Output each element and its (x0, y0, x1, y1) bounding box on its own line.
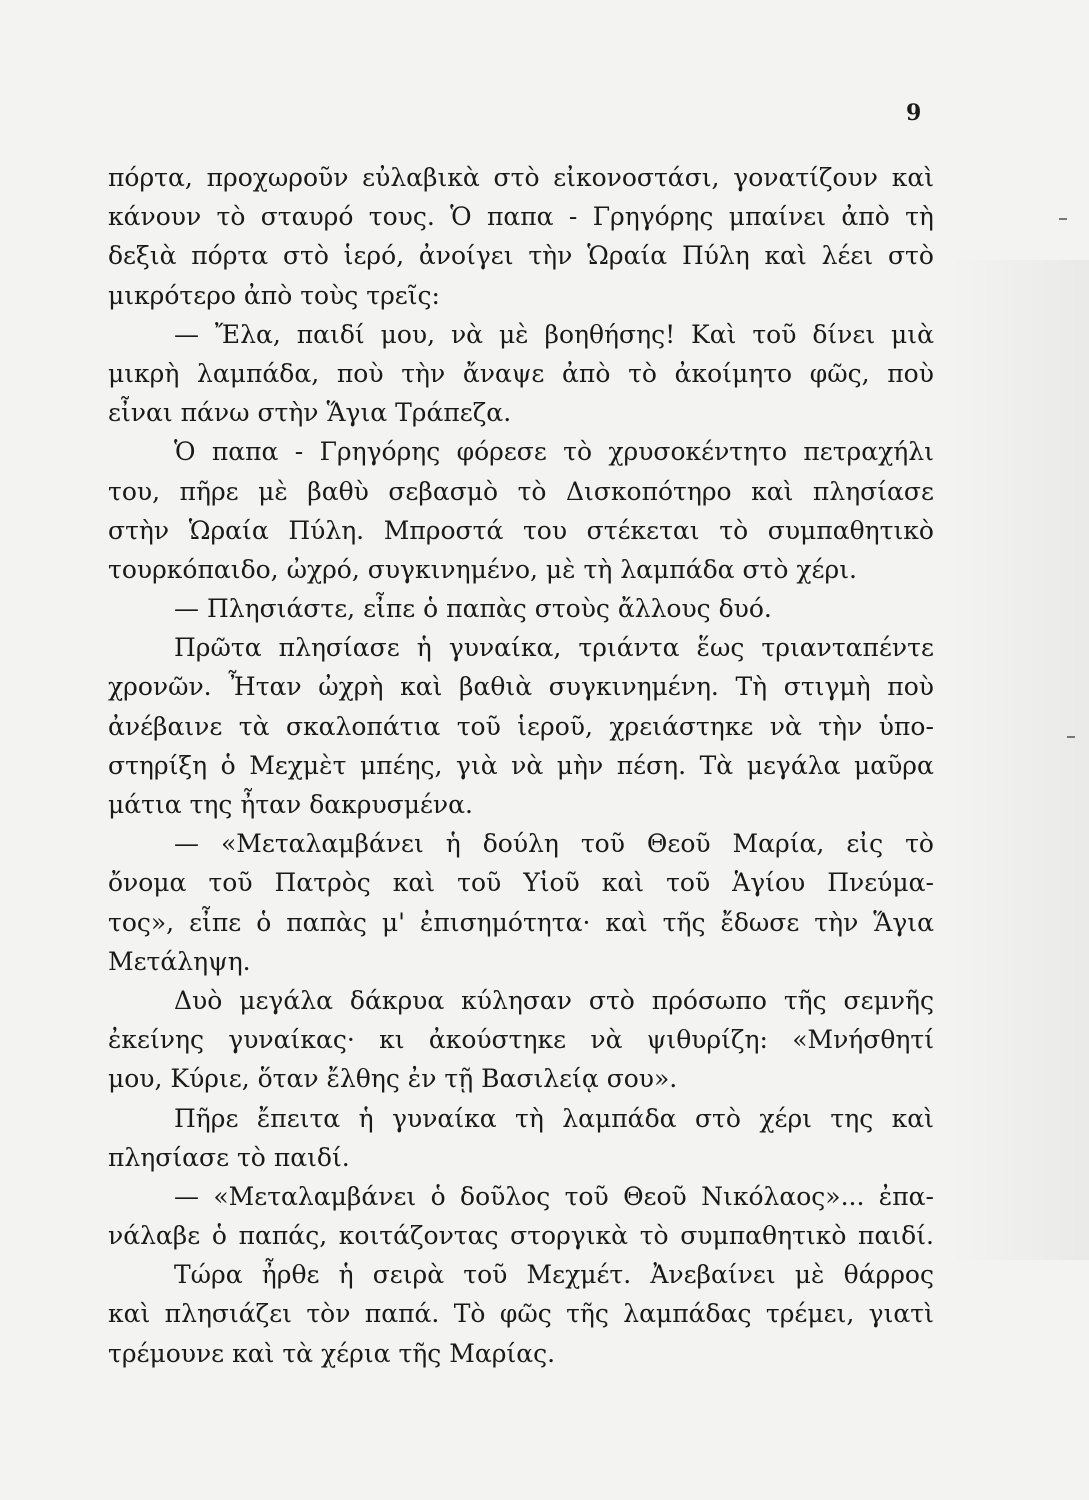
word: μου, (108, 1064, 171, 1094)
text-line (108, 550, 934, 589)
word: παπὰς (286, 907, 367, 937)
word: Γρηγόρης (592, 202, 714, 232)
word: τῆς (783, 985, 827, 1015)
word: ἀνοίγει (418, 241, 514, 271)
word: πῆρε (179, 476, 239, 506)
word: ἄλλους (617, 594, 719, 624)
word: Πνεύμα- (827, 868, 934, 898)
word: κι (379, 1025, 405, 1055)
word: μιὰ (891, 319, 934, 349)
word: τὴν (818, 711, 863, 741)
text-line (108, 393, 934, 432)
word: παπάς, (238, 1221, 328, 1251)
word: «Μνήσθητί (792, 1025, 934, 1055)
word: σεμνῆς (843, 985, 934, 1015)
word: εἶναι (108, 398, 181, 428)
word: δακρυσμένα. (309, 790, 473, 819)
word: — (174, 829, 199, 859)
word: δυό. (718, 594, 772, 624)
word: πλησίασε (278, 633, 400, 663)
word: παπα (211, 437, 279, 467)
word: σταυρό (260, 202, 354, 232)
word: παπα (486, 202, 554, 232)
word: τὸν (306, 1299, 351, 1329)
word: ἦρθε (261, 1260, 320, 1290)
word: σκαλοπάτια (285, 711, 441, 741)
word: τοῦ (580, 829, 625, 859)
word: τὸ (719, 515, 749, 545)
word: Μετάληψη. (108, 946, 251, 976)
text-line (108, 903, 934, 942)
word: της (189, 790, 241, 819)
text-line (108, 1099, 934, 1138)
word: τοῦ (208, 868, 253, 898)
word: Ἦταν (228, 672, 302, 702)
word: πετραχήλι (803, 437, 934, 467)
word: Βασιλείᾳ (481, 1064, 607, 1094)
text-line (108, 432, 934, 471)
word: Δυὸ (174, 985, 223, 1015)
text-line (108, 1059, 934, 1098)
word: τρεῖς: (366, 280, 440, 310)
edge-mark (1067, 736, 1075, 738)
word: λαμπάδα (562, 1103, 677, 1133)
word: εἶπε (363, 594, 424, 624)
word: τὴ (583, 554, 621, 584)
word: μικρότερο (108, 280, 244, 310)
word: βαθὺ (307, 476, 369, 506)
word: δάκρυα (349, 985, 445, 1015)
word: μου, (380, 319, 436, 349)
word: ὁ (430, 1181, 446, 1211)
word: εἶπε (189, 907, 242, 937)
word: ἄναψε (462, 358, 545, 388)
word: Τὴ (735, 672, 768, 702)
word: Θεοῦ (646, 829, 711, 859)
word: νάλαβε (108, 1221, 201, 1251)
word: τοῦ (463, 1260, 508, 1290)
word: ὁ (220, 750, 236, 780)
word: εἰκονοστάσι, (553, 163, 720, 192)
text-line (108, 746, 934, 785)
word: τους. (368, 202, 435, 232)
word: φόρεσε (456, 437, 547, 467)
word: σειρὰ (372, 1260, 445, 1290)
word: καὶ (891, 1103, 934, 1133)
word: ἀπὸ (841, 202, 890, 232)
word: νὰ (590, 1025, 623, 1055)
word: μάτια (108, 790, 190, 819)
text-line (108, 785, 934, 824)
word: πάνω (180, 398, 258, 428)
word: στέκεται (586, 515, 700, 545)
text-line (108, 1138, 934, 1177)
word: τοῦ (666, 868, 711, 898)
word: Ἁγίου (732, 868, 806, 898)
word: τριανταπέντε (761, 633, 934, 663)
word: ἡ (338, 1260, 354, 1290)
word: ἡ (416, 633, 432, 663)
word: τὸ (216, 202, 246, 232)
word: πέση. (616, 750, 687, 780)
word: παιδί (296, 319, 365, 349)
word: μπαίνει (728, 202, 827, 232)
word: Τράπεζα. (395, 398, 512, 428)
word: ἱερό, (343, 241, 405, 271)
word: ὁ (211, 1221, 227, 1251)
text-line (108, 511, 934, 550)
word: Ὁ (450, 202, 472, 232)
body-text (108, 158, 934, 1373)
word: τὸ (905, 829, 934, 859)
word: ὁ (423, 594, 447, 624)
word: πρόσωπο (651, 985, 767, 1015)
word: Πύλη (681, 241, 750, 271)
word: Πατρὸς (274, 868, 371, 898)
word: Θεοῦ (623, 1181, 687, 1211)
word: παιδί. (858, 1221, 934, 1251)
word: ὠχρό, (286, 554, 368, 584)
text-line (108, 315, 934, 354)
text-line (108, 1334, 934, 1373)
word: τὸ (236, 1142, 274, 1172)
word: τοῦ (564, 1181, 609, 1211)
word: τὴν (528, 241, 573, 271)
word: Μαρίας. (449, 1338, 556, 1368)
word: Ἔλα, (214, 319, 281, 349)
word: ἐκείνης (108, 1025, 204, 1055)
text-line (108, 1020, 934, 1059)
word: τὴν (401, 358, 446, 388)
word: γιὰ (456, 750, 498, 780)
word: Ὡραία (587, 241, 668, 271)
word: νὰ (511, 750, 544, 780)
word: νὰ (450, 319, 484, 349)
word: τῆς (566, 1299, 609, 1329)
word: πλησίασε (108, 1142, 237, 1172)
word: μὲ (545, 554, 584, 584)
page-number: 9 (906, 100, 922, 126)
word: ἔπειτα (256, 1103, 341, 1133)
word: καὶ (392, 868, 436, 898)
word: ἔδωσε (720, 907, 800, 937)
word: Κύριε, (170, 1064, 258, 1094)
text-line (108, 276, 934, 315)
word: τὴ (515, 1103, 544, 1133)
word: καὶ (232, 1338, 283, 1368)
word: τὰ (282, 1338, 322, 1368)
word: πλησίασε (812, 476, 934, 506)
text-line (108, 354, 934, 393)
word: Πύλη. (288, 515, 365, 545)
word: τοῦ (752, 319, 797, 349)
word: συμπαθητικὸ (767, 515, 934, 545)
word: συγκινημένη. (548, 672, 719, 702)
word: τὸ (563, 437, 593, 467)
text-line (108, 589, 934, 628)
word: ἐν (407, 1064, 445, 1094)
word: βαθιὰ (459, 672, 533, 702)
word: τῆς (662, 907, 706, 937)
word: του (522, 515, 568, 545)
word: λέει (821, 241, 874, 271)
text-line (108, 707, 934, 746)
word: λαμπάδα (620, 554, 743, 584)
text-line (108, 981, 934, 1020)
word: σεβασμὸ (388, 476, 499, 506)
word: μὲ (794, 1260, 825, 1290)
word: εὐλαβικὰ (362, 163, 480, 192)
word: νὰ (769, 711, 802, 741)
word: κύλησαν (461, 985, 572, 1015)
word: — (174, 594, 207, 624)
word: λαμπάδα, (197, 358, 320, 388)
word: Μεχμέτ. (526, 1260, 632, 1290)
word: στιγμὴ (783, 672, 871, 702)
word: Πρῶτα (174, 633, 262, 663)
word: στὸ (282, 241, 329, 271)
word: μαῦρα (853, 750, 934, 780)
word: χρειάστηκε (609, 711, 754, 741)
word: τρέμουνε (108, 1338, 233, 1368)
word: δοῦλος (460, 1181, 551, 1211)
word: καὶ (891, 163, 934, 192)
word: τρέμει, (765, 1299, 855, 1329)
word: τὸ (639, 1221, 669, 1251)
word: κοιτάζοντας (338, 1221, 499, 1251)
word: τῆς (398, 1338, 450, 1368)
word: πόρτα, (108, 163, 193, 192)
word: καὶ (601, 868, 645, 898)
word: ἕως (696, 633, 745, 663)
word: τουρκόπαιδο, (108, 554, 287, 584)
word: - (294, 437, 304, 467)
word: γυναίκας· (228, 1025, 355, 1055)
word: στὸ (493, 163, 540, 192)
word: τὴν (814, 907, 859, 937)
word: ἐπα- (878, 1181, 934, 1211)
word: τος», (108, 907, 175, 937)
text-line (108, 1216, 934, 1255)
word: στηρίξη (108, 750, 208, 780)
word: καὶ (400, 672, 443, 702)
word: παιδί. (273, 1142, 350, 1172)
word: Δισκοπότηρο (565, 476, 732, 506)
word: στὸ (887, 241, 934, 271)
word: δεξιὰ (108, 241, 177, 271)
word: — (174, 319, 199, 349)
word: ἀπὸ (243, 280, 301, 310)
word: στὸ (742, 554, 797, 584)
word: τὰ (238, 711, 270, 741)
word: Μαρία, (732, 829, 825, 859)
word: τοῦ (457, 868, 502, 898)
word: Ὡραία (188, 515, 269, 545)
word: βοηθήσης! (544, 319, 676, 349)
word: λαμπάδας (623, 1299, 752, 1329)
word: εἰς (846, 829, 884, 859)
word: θάρρος (843, 1260, 934, 1290)
word: φῶς, (809, 358, 870, 388)
word: ἔλθης (326, 1064, 408, 1094)
word: γυναίκα, (448, 633, 562, 663)
word: Ὁ (174, 437, 196, 467)
word: χέρια (321, 1338, 399, 1368)
word: μὴν (556, 750, 604, 780)
word: — (174, 1181, 199, 1211)
text-line (108, 1177, 934, 1216)
word: τοῦ (456, 711, 501, 741)
word: Ἅγια (873, 907, 934, 937)
word: στοὺς (534, 594, 618, 624)
word: Τώρα (174, 1260, 243, 1290)
word: φῶς (499, 1299, 552, 1329)
word: ποὺ (336, 358, 384, 388)
word: παπὰς (446, 594, 535, 624)
word: γυναίκα (392, 1103, 497, 1133)
word: χρονῶν. (108, 672, 212, 702)
word: στὴν (257, 398, 327, 428)
word: τὸ (628, 358, 657, 388)
word: ὑπο- (878, 711, 934, 741)
word: Καὶ (691, 319, 737, 349)
word: ἐπισημότητα· (419, 907, 591, 937)
word: μεγάλα (746, 750, 841, 780)
word: συμπαθητικὸ (680, 1221, 847, 1251)
word: Πλησιάστε, (206, 594, 364, 624)
word: τοὺς (300, 280, 367, 310)
word: τριάντα (578, 633, 680, 663)
word: ἡ (358, 1103, 374, 1133)
word: ποὺ (887, 672, 934, 702)
word: μὲ (258, 476, 288, 506)
text-line (108, 942, 934, 981)
word: ἀκούστηκε (428, 1025, 567, 1055)
word: ποὺ (887, 358, 934, 388)
word: χρυσοκέντητο (608, 437, 788, 467)
word: τῇ (444, 1064, 482, 1094)
word: μεγάλα (239, 985, 333, 1015)
text-line (108, 667, 934, 706)
text-line (108, 628, 934, 667)
word: πλησιάζει (164, 1299, 292, 1329)
text-line (108, 472, 934, 511)
word: ἀκοίμητο (674, 358, 793, 388)
word: παπά. (364, 1299, 440, 1329)
word: καὶ (764, 241, 807, 271)
text-line (108, 158, 934, 197)
word: δούλη (482, 829, 559, 859)
word: κάνουν (108, 202, 202, 232)
word: ὅταν (257, 1064, 327, 1094)
word: τὴ (905, 202, 934, 232)
word: Ἀνεβαίνει (650, 1260, 776, 1290)
word: του, (108, 476, 161, 506)
word: στοργικὰ (510, 1221, 629, 1251)
word: ἀπὸ (562, 358, 611, 388)
word: τὸ (517, 476, 547, 506)
text-line (108, 1294, 934, 1333)
word: καὶ (605, 907, 648, 937)
word: ψιθυρίζη: (646, 1025, 768, 1055)
word: μὲ (498, 319, 529, 349)
word: χέρι. (796, 554, 857, 584)
text-line (108, 824, 934, 863)
word: καὶ (751, 476, 794, 506)
word: σου». (606, 1064, 678, 1094)
word: Μπροστά (383, 515, 504, 545)
text-line (108, 236, 934, 275)
word: ἦταν (240, 790, 310, 819)
word: ἱεροῦ, (517, 711, 593, 741)
edge-mark (1059, 218, 1067, 220)
word: Τὸ (453, 1299, 486, 1329)
word: «Μεταλαμβάνει (213, 1181, 417, 1211)
word: χέρι (759, 1103, 812, 1133)
word: στὸ (694, 1103, 741, 1133)
word: «Μεταλαμβάνει (220, 829, 424, 859)
word: Ἅγια (326, 398, 396, 428)
word: Νικόλαος»... (701, 1181, 865, 1211)
word: καὶ (108, 1299, 151, 1329)
text-line (108, 863, 934, 902)
text-line (108, 197, 934, 236)
word: ὠχρὴ (318, 672, 384, 702)
word: γιατὶ (868, 1299, 934, 1329)
word: μ' (381, 907, 405, 937)
word: στὸ (588, 985, 635, 1015)
word: Υἱοῦ (523, 868, 580, 898)
word: ἀνέβαινε (108, 711, 223, 741)
word: μικρὴ (108, 358, 180, 388)
word: συγκινημένο, (367, 554, 546, 584)
word: Γρηγόρης (319, 437, 441, 467)
word: Μεχμὲτ (249, 750, 347, 780)
text-line (108, 1255, 934, 1294)
page-bleed-through (949, 260, 1089, 1260)
word: μπέης, (359, 750, 443, 780)
word: - (568, 202, 578, 232)
word: ἡ (445, 829, 461, 859)
word: της (830, 1103, 874, 1133)
word: ὄνομα (108, 868, 187, 898)
word: στὴν (108, 515, 170, 545)
word: πόρτα (191, 241, 269, 271)
word: Τὰ (699, 750, 734, 780)
word: γονατίζουν (733, 163, 878, 192)
word: Πῆρε (174, 1103, 239, 1133)
word: ὁ (256, 907, 272, 937)
word: προχωροῦν (206, 163, 349, 192)
word: δίνει (812, 319, 876, 349)
